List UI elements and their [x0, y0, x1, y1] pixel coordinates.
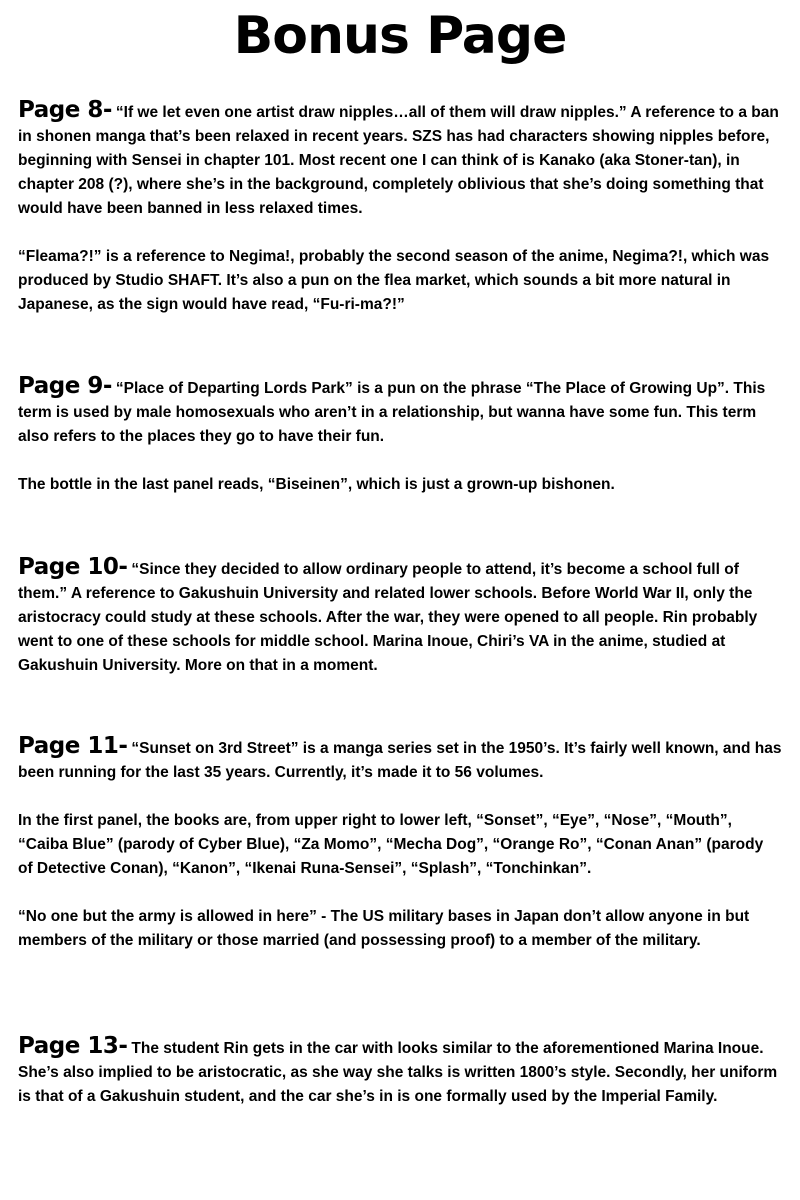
- paragraph-text: “Since they decided to allow ordinary people to attend, it’s become a school full of them.” A reference to Gakushuin University and related lower schools. Before World War II, only the aristocracy could study at these schools. After the war, they were opened to all people. Rin probably went to one of these schools for middle school. Marina Inoue, Chiri’s VA in the anime, studied at Gakushuin University. More on that in a moment.: [18, 561, 758, 674]
- section-heading: Page 13-: [18, 1033, 128, 1059]
- section-heading: Page 9-: [18, 373, 112, 399]
- paragraph-text: “If we let even one artist draw nipples…all of them will draw nipples.” A reference to a ban in shonen manga that’s been relaxed in recent years. SZS has had characters showing nipples before, beginning with Sensei in chapter 101. Most recent one I can think of is Kanako (aka Stoner-tan), in chapter 208 (?), where she’s in the background, completely oblivious that she’s doing something that would have been banned in less relaxed times.: [18, 104, 779, 217]
- paragraph-text: “Sunset on 3rd Street” is a manga series set in the 1950’s. It’s fairly well known, and has been running for the last 35 years. Currently, it’s made it to 56 volumes.: [18, 740, 782, 781]
- paragraph: [18, 374, 782, 449]
- section-heading: Page 8-: [18, 97, 112, 123]
- paragraph: [18, 734, 782, 785]
- page-title: Bonus Page: [233, 6, 567, 66]
- paragraph: [18, 1034, 782, 1109]
- section-page-8: [18, 98, 782, 317]
- section-page-9: [18, 374, 782, 497]
- section-page-13: [18, 1034, 782, 1109]
- paragraph-text: The student Rin gets in the car with looks similar to the aforementioned Marina Inoue. She’s also implied to be aristocratic, as she way she talks is written 1800’s style. Secondly, her uniform is that of a Gakushuin student, and the car she’s in is one formally used by the Imperial Family.: [18, 1040, 778, 1105]
- section-heading: Page 11-: [18, 733, 128, 759]
- paragraph-text: “Place of Departing Lords Park” is a pun on the phrase “The Place of Growing Up”. This term is used by male homosexuals who aren’t in a relationship, but wanna have some fun. This term also refers to the places they go to have their fun.: [18, 380, 766, 445]
- paragraph: “No one but the army is allowed in here” - The US military bases in Japan don’t allow anyone in but members of the military or those married (and possessing proof) to a member of the military.: [18, 908, 750, 949]
- section-page-11: [18, 734, 782, 953]
- paragraph: [18, 555, 782, 678]
- paragraph: [18, 98, 782, 221]
- paragraph: The bottle in the last panel reads, “Biseinen”, which is just a grown-up bishonen.: [18, 476, 615, 493]
- section-heading: Page 10-: [18, 554, 128, 580]
- paragraph: “Fleama?!” is a reference to Negima!, probably the second season of the anime, Negima?!, which was produced by Studio SHAFT. It’s also a pun on the flea market, which sounds a bit more natural in Japanese, as the sign would have read, “Fu-ri-ma?!”: [18, 248, 770, 313]
- section-page-10: [18, 555, 782, 678]
- paragraph: In the first panel, the books are, from upper right to lower left, “Sonset”, “Eye”, “Nose”, “Mouth”, “Caiba Blue” (parody of Cyber Blue), “Za Momo”, “Mecha Dog”, “Orange Ro”, “Conan Anan” (parody of Detective Conan), “Kanon”, “Ikenai Runa-Sensei”, “Splash”, “Tonchinkan”.: [18, 812, 764, 877]
